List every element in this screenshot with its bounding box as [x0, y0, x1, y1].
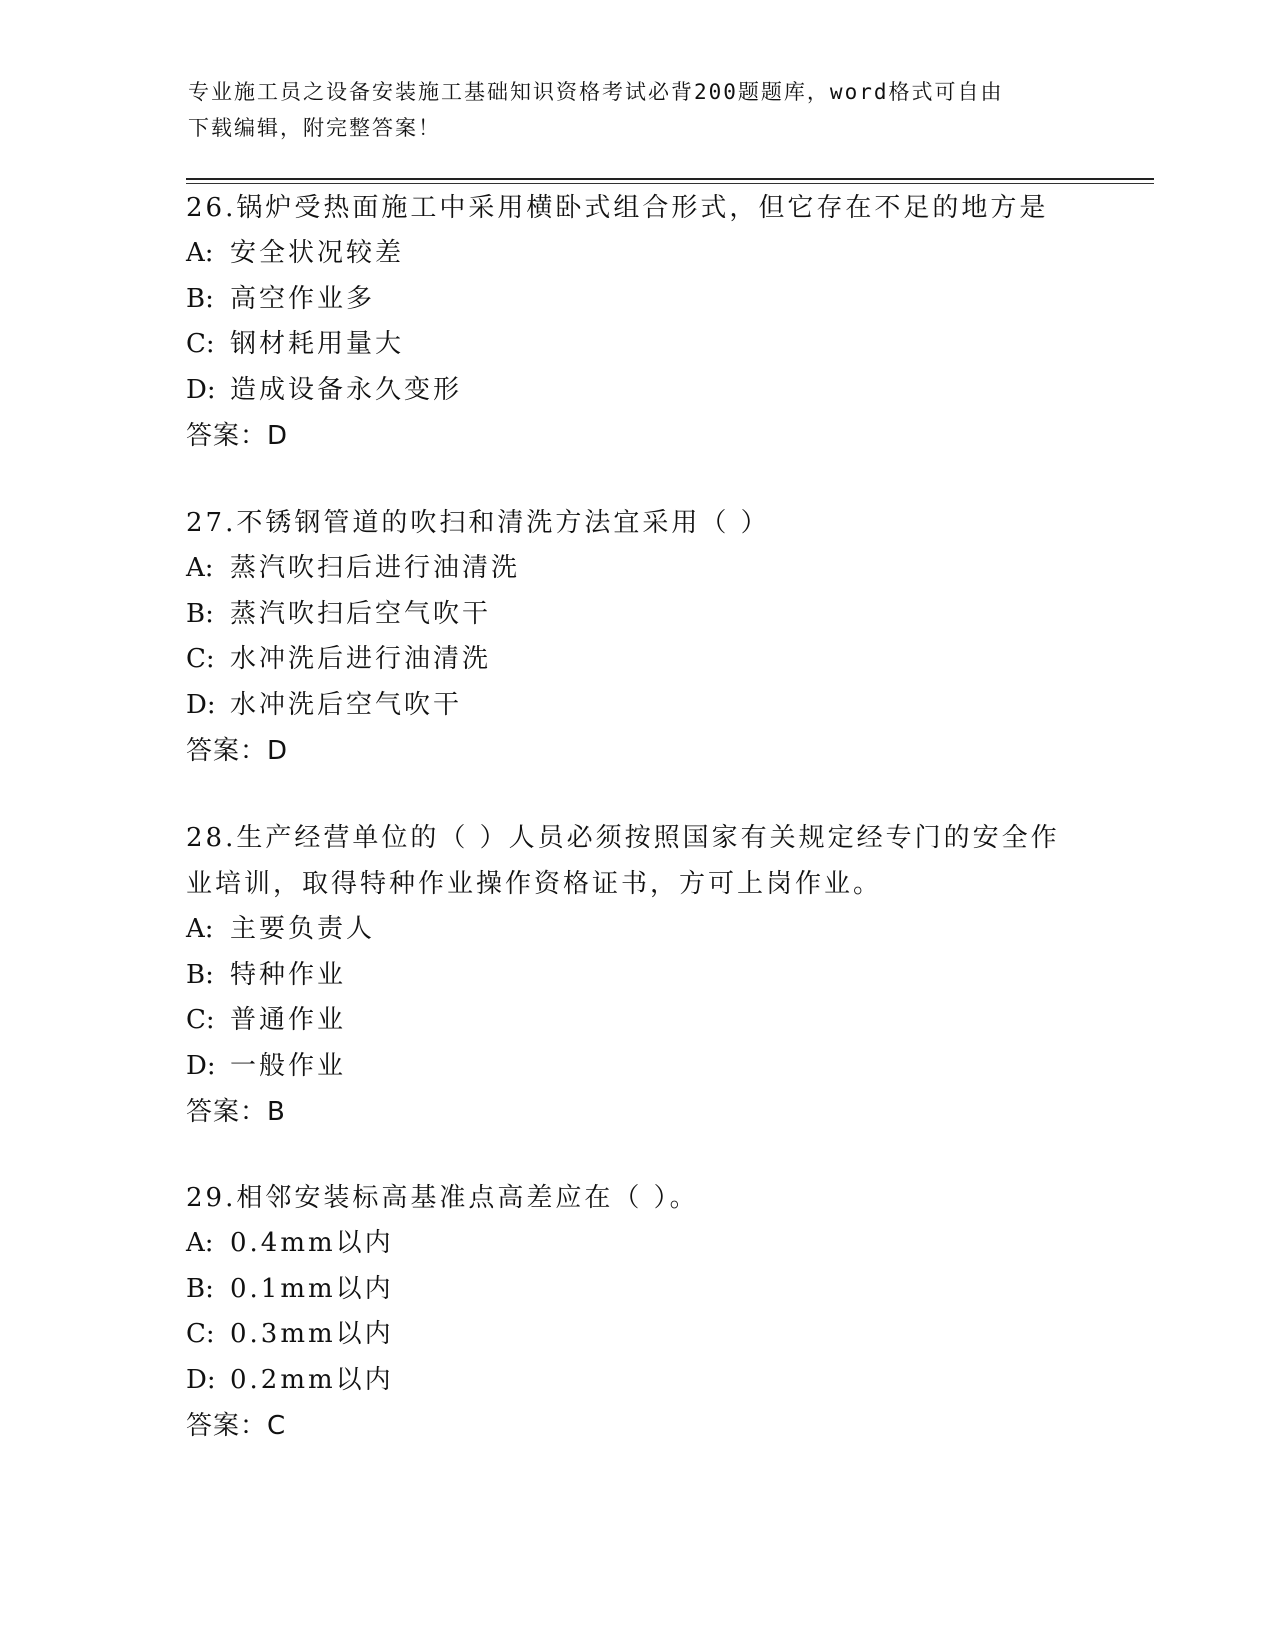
- option-text: 造成设备永久变形: [230, 374, 463, 405]
- question-stem: 29.相邻安装标高基准点高差应在（ ）。: [186, 1183, 699, 1213]
- option-text: 水冲洗后空气吹干: [230, 689, 463, 720]
- option-text: 一般作业: [230, 1050, 347, 1081]
- question-26: [186, 185, 1086, 459]
- answer-label: 答案：D: [186, 736, 289, 766]
- option-letter: A:: [186, 553, 214, 583]
- question-stem-line-2: 业培训，取得特种作业操作资格证书，方可上岗作业。: [186, 869, 883, 899]
- option-a: [186, 546, 1086, 592]
- option-text: 高空作业多: [230, 283, 376, 314]
- option-text: 0.2mm以内: [230, 1364, 394, 1395]
- option-letter: A:: [186, 238, 214, 268]
- answer-label: 答案：D: [186, 421, 289, 451]
- question-27: [186, 500, 1086, 774]
- option-letter: A:: [186, 1228, 214, 1258]
- header-title-line-1: 专业施工员之设备安装施工基础知识资格考试必背200题题库，word格式可自由: [188, 80, 1004, 104]
- option-letter: D:: [186, 689, 216, 720]
- question-stem-line-1: 28.生产经营单位的（ ）人员必须按照国家有关规定经专门的安全作: [186, 823, 1060, 853]
- option-d: [186, 1044, 1086, 1090]
- question-28: [186, 815, 1086, 1135]
- option-text: 蒸汽吹扫后空气吹干: [230, 598, 492, 629]
- option-text: 主要负责人: [230, 914, 376, 944]
- option-text: 0.4mm以内: [230, 1228, 394, 1258]
- option-letter: C:: [186, 329, 215, 359]
- option-letter: C:: [186, 1005, 215, 1035]
- header-divider-thin: [186, 183, 1154, 184]
- option-letter: B:: [186, 598, 214, 629]
- option-b: [186, 1267, 1086, 1313]
- header-title-line-2: 下载编辑，附完整答案！: [188, 116, 441, 140]
- option-letter: B:: [186, 959, 214, 990]
- option-c: [186, 322, 1086, 368]
- answer-label: 答案：C: [186, 1411, 287, 1441]
- option-d: [186, 368, 1086, 414]
- option-a: [186, 231, 1086, 277]
- option-letter: B:: [186, 1273, 214, 1304]
- option-a: [186, 907, 1086, 953]
- option-b: [186, 592, 1086, 638]
- option-d: [186, 683, 1086, 729]
- option-letter: B:: [186, 283, 214, 314]
- option-text: 特种作业: [230, 959, 347, 990]
- document-header: [188, 74, 1078, 146]
- option-letter: C:: [186, 1319, 215, 1349]
- option-letter: D:: [186, 374, 216, 405]
- option-letter: D:: [186, 1050, 216, 1081]
- option-b: [186, 277, 1086, 323]
- option-text: 蒸汽吹扫后进行油清洗: [230, 553, 521, 583]
- option-b: [186, 953, 1086, 999]
- option-letter: A:: [186, 914, 214, 944]
- header-divider-thick: [186, 178, 1154, 180]
- option-letter: C:: [186, 644, 215, 674]
- question-stem: 27.不锈钢管道的吹扫和清洗方法宜采用（ ）: [186, 508, 770, 538]
- option-d: [186, 1358, 1086, 1404]
- option-a: [186, 1221, 1086, 1267]
- question-stem: 26.锅炉受热面施工中采用横卧式组合形式，但它存在不足的地方是: [186, 193, 1049, 223]
- option-c: [186, 637, 1086, 683]
- option-c: [186, 1312, 1086, 1358]
- option-text: 0.3mm以内: [230, 1319, 394, 1349]
- question-29: [186, 1175, 1086, 1449]
- option-text: 安全状况较差: [230, 238, 405, 268]
- option-text: 0.1mm以内: [230, 1273, 394, 1304]
- answer-label: 答案：B: [186, 1097, 286, 1127]
- option-c: [186, 998, 1086, 1044]
- option-text: 普通作业: [230, 1005, 347, 1035]
- option-text: 钢材耗用量大: [230, 329, 405, 359]
- option-letter: D:: [186, 1364, 216, 1395]
- option-text: 水冲洗后进行油清洗: [230, 644, 492, 674]
